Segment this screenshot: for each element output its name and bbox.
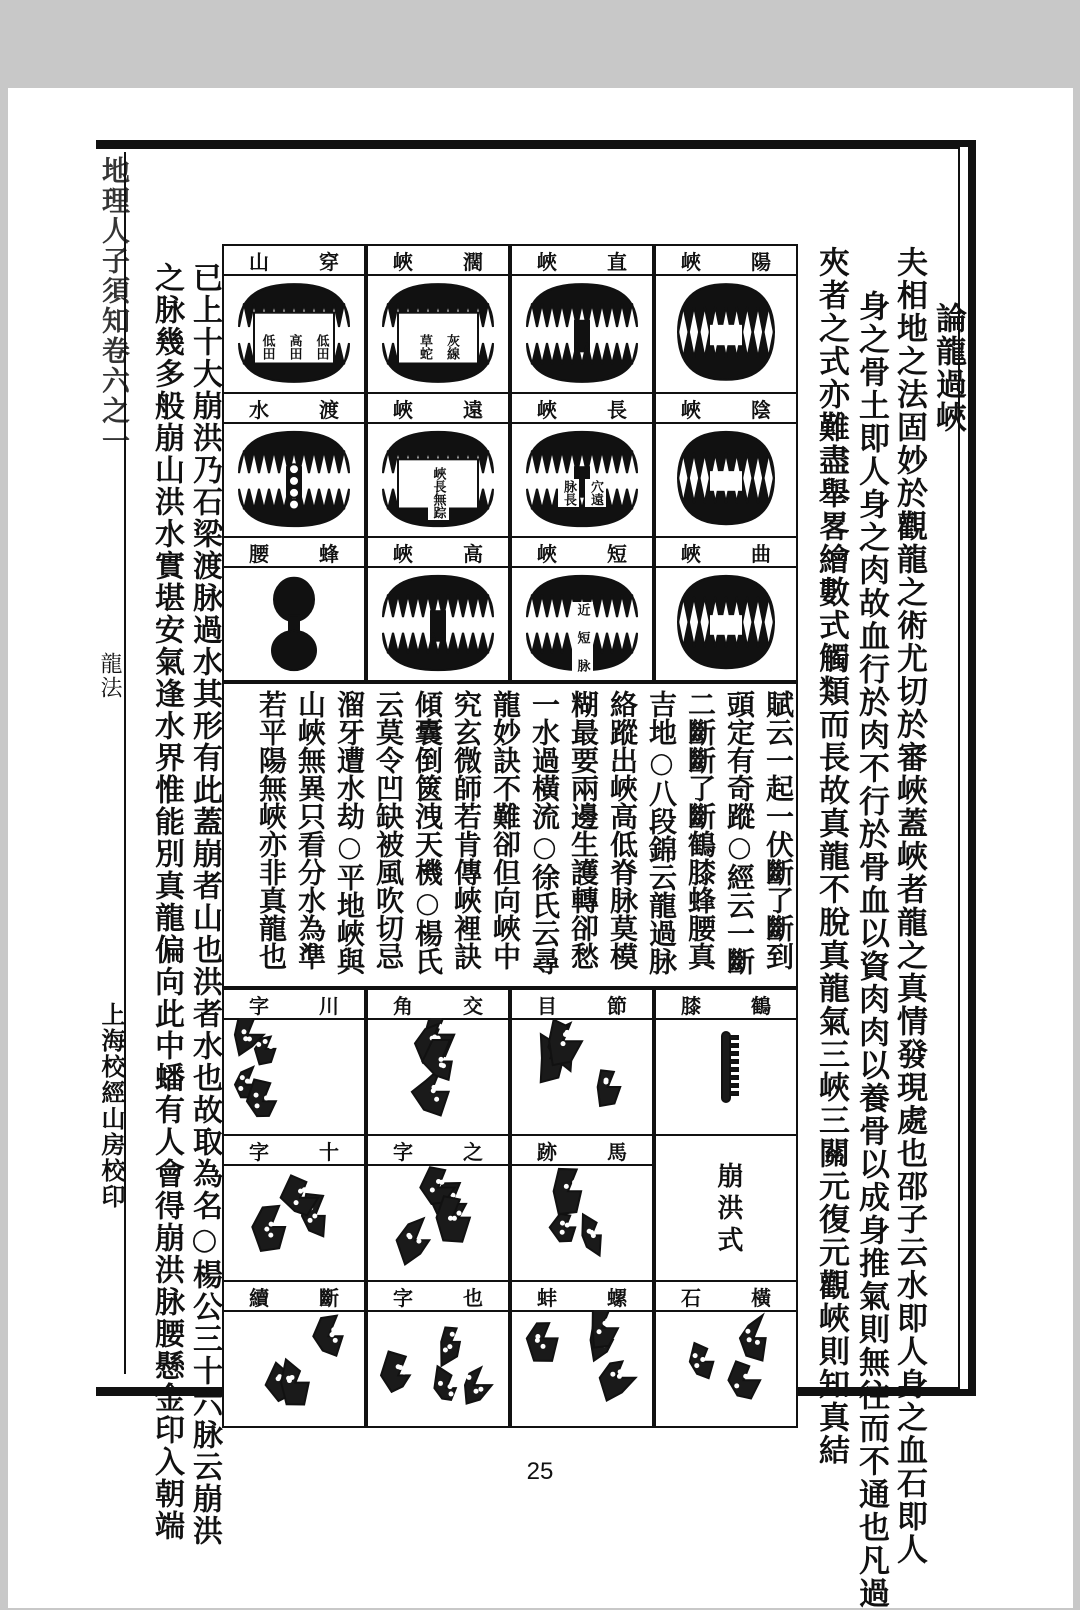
diagram-label: [224, 246, 364, 276]
diagram-label-char: 字: [393, 1139, 413, 1164]
diagram-label-char: 遠: [463, 397, 483, 422]
diagram-label: [512, 538, 652, 568]
gorge-diagram-cell: [510, 244, 654, 394]
diagram-label-char: 峽: [681, 397, 701, 422]
diagram-label: [368, 538, 508, 568]
diagram-label: [224, 1136, 364, 1166]
bonghong-diagram-cell: [654, 988, 798, 1136]
left-text-col-2: 之脉幾多般崩山洪水實堪安氣逢水界惟能別真龍偏向此中蟠有人會得崩洪脉腰懸金印入朝端: [149, 262, 184, 1542]
diagram-label-char: 蜂: [319, 541, 339, 566]
diagram-label-char: 峽: [681, 541, 701, 566]
bonghong-diagram-cell: [222, 1280, 366, 1428]
diagram-inner-label: 穴遠: [585, 479, 606, 507]
bonghong-diagram-cell: [366, 1134, 510, 1282]
diagram-figure: [224, 274, 364, 392]
diagram-figure: [368, 1018, 508, 1134]
diagram-inner-text: [224, 302, 364, 392]
diagram-figure: [368, 1310, 508, 1426]
diagram-figure: [368, 566, 508, 680]
diagram-label-char: 鶴: [751, 993, 771, 1018]
diagram-label: [656, 246, 796, 276]
diagram-label: [656, 1282, 796, 1312]
diagram-label: [656, 538, 796, 568]
verse-column: 二斷斷了斷鶴膝蜂腰真: [684, 690, 717, 970]
diagram-label-char: 角: [393, 993, 413, 1018]
gorge-diagram-cell: [222, 392, 366, 538]
diagram-label-char: 斷: [319, 1285, 339, 1310]
diagram-label-char: 交: [463, 993, 483, 1018]
diagram-label: [224, 394, 364, 424]
gorge-diagram-cell: [654, 392, 798, 538]
diagram-figure: [656, 422, 796, 536]
diagram-inner-text: [368, 302, 508, 392]
diagram-figure: [224, 566, 364, 680]
diagram-label-char: 字: [249, 993, 269, 1018]
bonghong-diagram-cell: [510, 988, 654, 1136]
diagram-label-char: 穿: [319, 249, 339, 274]
verse-column: 山峽無異只看分水為準: [294, 690, 327, 970]
gorge-diagram-cell: [366, 244, 510, 394]
bonghong-title-cell: [654, 1134, 798, 1282]
diagram-label-char: 陽: [751, 249, 771, 274]
diagram-label: [512, 394, 652, 424]
diagram-label-char: 峽: [537, 541, 557, 566]
verse-column: 糊最要兩邊生護轉卻愁: [567, 690, 600, 970]
diagram-label-char: 螺: [607, 1285, 627, 1310]
diagram-inner-label: 低田: [311, 333, 332, 361]
diagram-label-char: 之: [463, 1139, 483, 1164]
diagram-label-char: 峽: [393, 249, 413, 274]
diagram-label-char: 陰: [751, 397, 771, 422]
diagram-figure: [224, 422, 364, 536]
bonghong-diagram-cell: [654, 1280, 798, 1428]
gorge-diagram-cell: [222, 536, 366, 682]
diagram-label-char: 目: [537, 993, 557, 1018]
gorge-diagram-cell: [366, 536, 510, 682]
diagram-label-char: 渡: [319, 397, 339, 422]
gorge-diagram-cell: [510, 392, 654, 538]
verse-column: 絡蹤出峽高低脊脉莫模: [606, 690, 639, 970]
diagram-figure: [512, 274, 652, 392]
diagram-label-char: 直: [607, 249, 627, 274]
diagram-inner-label: 草蛇: [414, 333, 435, 361]
diagram-label-char: 跡: [537, 1139, 557, 1164]
diagram-label-char: 高: [463, 541, 483, 566]
diagram-inner-label: 高田: [284, 333, 305, 361]
diagram-label-char: 字: [393, 1285, 413, 1310]
gorge-diagram-cell: [654, 536, 798, 682]
diagram-figure: [224, 1018, 364, 1134]
spine-title: 地理人子須知卷六之一: [98, 156, 131, 456]
diagram-label: [512, 990, 652, 1020]
diagram-label: [656, 990, 796, 1020]
diagram-label: [512, 246, 652, 276]
gorge-diagram-cell: [222, 244, 366, 394]
bonghong-diagram-cell: [510, 1134, 654, 1282]
verse-column: 吉地○八段錦云龍過脉: [645, 690, 678, 975]
verse-column: 一水過橫流○徐氏云尋: [528, 690, 561, 975]
diagram-label-char: 節: [607, 993, 627, 1018]
diagram-label-char: 長: [607, 397, 627, 422]
diagram-figure: [656, 566, 796, 680]
diagram-label-char: 腰: [249, 541, 269, 566]
right-text-col-1: 夫相地之法固妙於觀龍之術尤切於審峽蓋峽者龍之真情發現處也邵子云水即人身之血石即人: [891, 246, 927, 1566]
diagram-figure: [512, 1164, 652, 1280]
page-number: 25: [526, 1458, 554, 1485]
diagram-label-char: 石: [681, 1285, 701, 1310]
verse-column: 溜牙遭水劫○平地峽與: [333, 690, 366, 975]
diagram-figure: [512, 1310, 652, 1426]
right-text-col-2: 身之骨土即人身之肉故血行於肉不行於骨血以資肉肉以養骨以成身推氣則無往而不通也凡過: [853, 290, 889, 1610]
diagram-label-char: 膝: [681, 993, 701, 1018]
verse-column: 龍妙訣不難卻但向峽中: [489, 690, 522, 970]
diagram-label-char: 短: [607, 541, 627, 566]
diagram-label-char: 字: [249, 1139, 269, 1164]
diagram-inner-text: [512, 450, 652, 536]
diagram-label: [224, 1282, 364, 1312]
diagram-figure: [368, 422, 508, 536]
diagram-inner-label: 近 短 脉: [572, 602, 593, 673]
diagram-label: [368, 394, 508, 424]
diagram-label-char: 橫: [751, 1285, 771, 1310]
diagram-label-char: 山: [249, 249, 269, 274]
diagram-label: [224, 538, 364, 568]
diagram-label-char: 水: [249, 397, 269, 422]
diagram-label: [224, 990, 364, 1020]
bonghong-title: 崩洪式: [713, 1162, 743, 1258]
diagram-figure: [656, 1310, 796, 1426]
diagram-figure: [512, 1018, 652, 1134]
diagram-label-char: 峽: [681, 249, 701, 274]
bonghong-diagram-cell: [222, 988, 366, 1136]
diagram-figure: [368, 274, 508, 392]
verse-column: 賦云一起一伏斷了斷到: [762, 690, 795, 970]
diagram-label-char: 峽: [393, 397, 413, 422]
verse-column: 頭定有奇蹤○經云一斷: [723, 690, 756, 975]
diagram-label-char: 峽: [537, 397, 557, 422]
diagram-label: [368, 1136, 508, 1166]
diagram-figure: [224, 1164, 364, 1280]
spine-imprint: 上海校經山房校印: [97, 1002, 126, 1210]
gorge-diagram-cell: [366, 392, 510, 538]
diagram-label: [368, 1282, 508, 1312]
gorge-diagram-cell: [510, 536, 654, 682]
diagram-label: [512, 1136, 652, 1166]
diagram-label-char: 川: [319, 993, 339, 1018]
book-spine: [96, 152, 131, 1374]
diagram-label-char: 續: [249, 1285, 269, 1310]
bonghong-diagram-cell: [366, 1280, 510, 1428]
diagram-label: [368, 990, 508, 1020]
bonghong-diagram-cell: [366, 988, 510, 1136]
diagram-inner-label: 灰線: [441, 333, 462, 361]
diagram-label: [368, 246, 508, 276]
diagram-inner-label: 低田: [257, 333, 278, 361]
diagram-inner-text: [368, 450, 508, 536]
diagram-figure: [512, 422, 652, 536]
right-text-col-3: 夾者之式亦難盡舉畧繪數式觸類而長故真龍不脫真龍氣三峽三關元復元觀峽則知真結: [813, 246, 849, 1467]
diagram-figure: [656, 274, 796, 392]
diagram-label-char: 峽: [537, 249, 557, 274]
diagram-label-char: 濶: [463, 249, 483, 274]
diagram-inner-label: 峽長無踪: [428, 466, 449, 520]
diagram-label-char: 十: [319, 1139, 339, 1164]
verse-column: 究玄微師若肯傳峽裡訣: [450, 690, 483, 970]
verse-column: 若平陽無峽亦非真龍也: [255, 690, 288, 970]
verse-column: 傾囊倒篋洩天機○楊氏: [411, 690, 444, 975]
spine-section: 龍法: [97, 652, 122, 700]
bonghong-diagram-cell: [222, 1134, 366, 1282]
diagram-label: [512, 1282, 652, 1312]
diagram-label-char: 蚌: [537, 1285, 557, 1310]
gorge-diagram-cell: [654, 244, 798, 394]
verse-column: 云莫令凹缺被風吹切忌: [372, 690, 405, 970]
left-text-col-1: 已上十大崩洪乃石梁渡脉過水其形有此蓋崩者山也洪者水也故取為名○楊公三十六脉云崩洪: [187, 262, 222, 1547]
diagram-inner-text: [512, 594, 652, 680]
diagram-figure: [656, 1018, 796, 1134]
diagram-figure: [368, 1164, 508, 1280]
diagram-figure: [512, 566, 652, 680]
section-title: 論龍過峽: [930, 302, 966, 434]
diagram-label-char: 曲: [751, 541, 771, 566]
diagram-label-char: 也: [463, 1285, 483, 1310]
diagram-label-char: 峽: [393, 541, 413, 566]
diagram-label-char: 馬: [607, 1139, 627, 1164]
bonghong-diagram-cell: [510, 1280, 654, 1428]
diagram-label: [656, 394, 796, 424]
diagram-figure: [224, 1310, 364, 1426]
diagram-inner-label: 脉長: [558, 479, 579, 507]
